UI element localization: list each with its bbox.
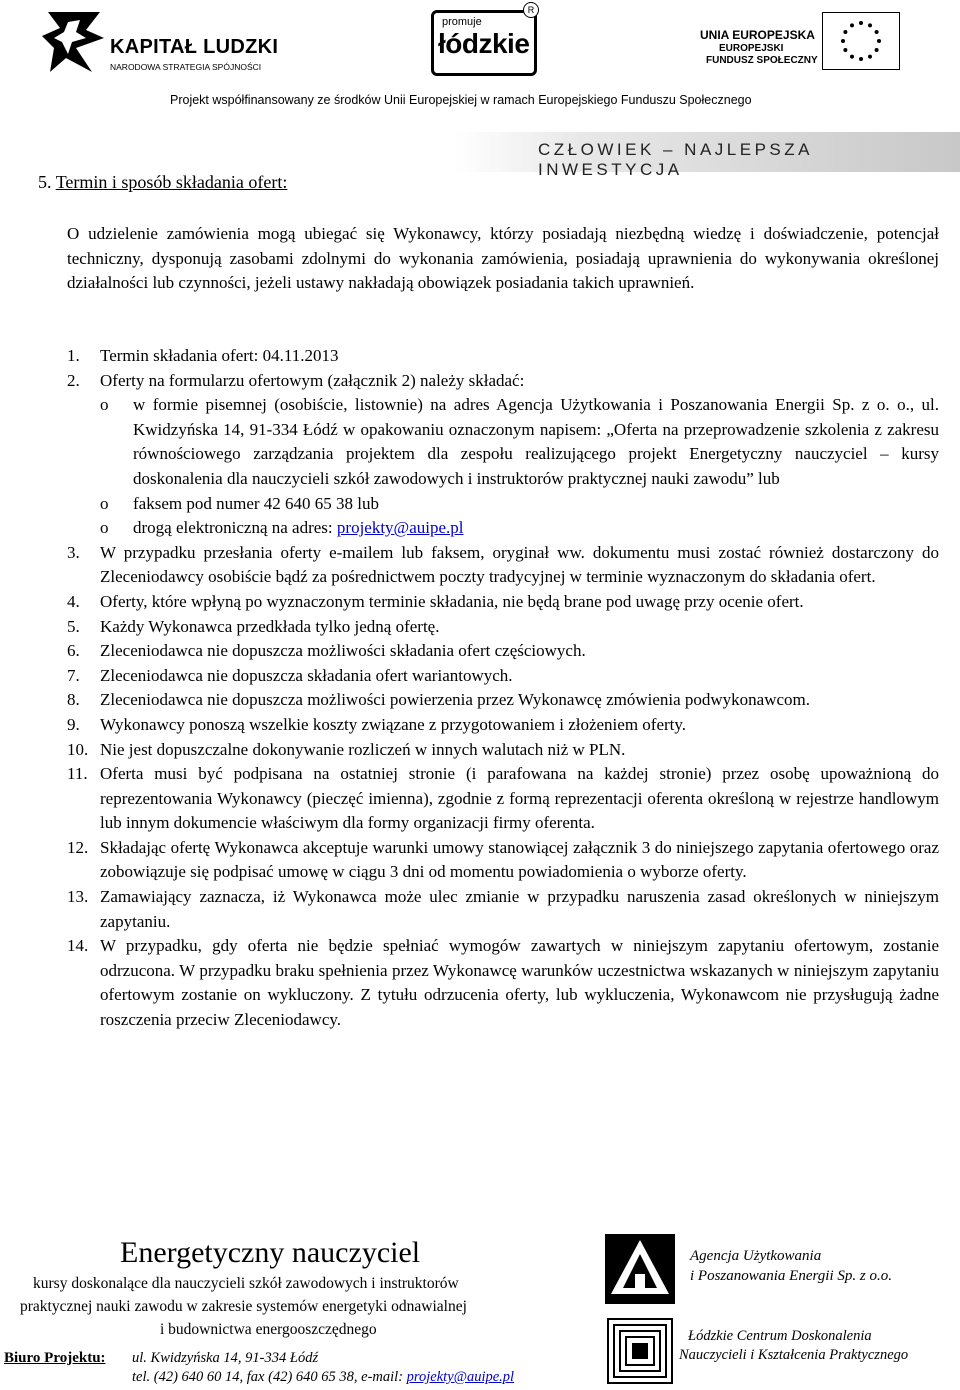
ue-line3: FUNDUSZ SPOŁECZNY bbox=[706, 55, 818, 66]
list-item bbox=[67, 664, 939, 689]
item-text: Oferta musi być podpisana na ostatniej stronie (i parafowana na każdej stronie) przez osobę upoważnioną do reprezentowania Wykonawcy (pieczęć imienna), zgodnie z formą reprezentacji oferenta określoną w rejestrze handlowym lub innym dokumencie właściwym dla formy organizacji firmy oferenta. bbox=[100, 764, 939, 833]
item-number: 12. bbox=[67, 837, 89, 857]
list-item bbox=[67, 590, 939, 615]
bullet-icon: o bbox=[100, 493, 109, 513]
list-item bbox=[67, 885, 939, 934]
item-number: 8. bbox=[67, 690, 80, 710]
sub-list-item bbox=[67, 393, 939, 491]
lodzkie-text: łódzkie bbox=[438, 28, 530, 59]
ue-line2: EUROPEJSKI bbox=[719, 43, 784, 54]
terms-list bbox=[67, 344, 939, 1033]
auipe-logo-icon bbox=[605, 1234, 675, 1304]
item-text: faksem pod numer 42 640 65 38 lub bbox=[133, 493, 379, 513]
item-text: Zleceniodawca nie dopuszcza możliwości składania ofert częściowych. bbox=[100, 641, 586, 661]
footer-contact bbox=[132, 1369, 514, 1386]
item-number: 11. bbox=[67, 764, 88, 784]
item-number: 2. bbox=[67, 370, 80, 390]
sub-list-item bbox=[67, 492, 939, 517]
page-header bbox=[0, 0, 960, 110]
section-title-text: Termin i sposób składania ofert: bbox=[55, 172, 288, 192]
section-number: 5. bbox=[38, 172, 52, 192]
item-text: W przypadku przesłania oferty e-mailem lub faksem, oryginał ww. dokumentu musi zostać również dostarczony do Zleceniodawcy osobiście bądź za pośrednictwem poczty tradycyjnej w terminie wyznaczonym do składania ofert. bbox=[100, 542, 939, 587]
center-name-line1: Łódzkie Centrum Doskonalenia bbox=[688, 1328, 872, 1344]
list-item bbox=[67, 344, 939, 369]
item-number: 10. bbox=[67, 739, 89, 759]
item-text: Oferty na formularzu ofertowym (załącznik 2) należy składać: bbox=[100, 370, 525, 390]
item-text: Zleceniodawca nie dopuszcza składania ofert wariantowych. bbox=[100, 665, 513, 685]
item-number: 6. bbox=[67, 641, 80, 661]
registered-mark-icon: R bbox=[523, 2, 539, 18]
list-item bbox=[67, 615, 939, 640]
item-number: 3. bbox=[67, 542, 80, 562]
agency-name-line1: Agencja Użytkowania bbox=[690, 1248, 822, 1264]
item-text: W przypadku, gdy oferta nie będzie spełniać wymogów zawartych w niniejszym zapytaniu ofertowym, zostanie odrzucona. W przypadku braku spełnienia przez Wykonawcę warunków uczestnictwa wskazanych w niniejszym zapytaniu ofertowym zostanie on wykluczony. Z tytułu odrzucenia oferty, lub wykluczenia, Wykonawcom nie przysługują żadne roszczenia przeciw Zleceniodawcy. bbox=[100, 936, 939, 1030]
item-text: Wykonawcy ponoszą wszelkie koszty związane z przygotowaniem i złożeniem oferty. bbox=[100, 714, 687, 734]
item-text: Zleceniodawca nie dopuszcza możliwości powierzenia przez Wykonawcę zmówienia podwykonawcom. bbox=[100, 690, 811, 710]
list-item bbox=[67, 738, 939, 763]
item-text: Oferty, które wpłyną po wyznaczonym terminie składania, nie będą brane pod uwagę przy ocenie ofert. bbox=[100, 591, 804, 611]
footer-project-title: Energetyczny nauczyciel bbox=[120, 1236, 421, 1269]
item-text: drogą elektroniczną na adres: bbox=[133, 518, 337, 538]
lcdnikp-logo-icon bbox=[607, 1318, 673, 1384]
item-number: 14. bbox=[67, 936, 89, 956]
footer-contact-text: tel. (42) 640 60 14, fax (42) 640 65 38, e-mail: bbox=[132, 1369, 407, 1385]
item-text: Składając ofertę Wykonawca akceptuje warunki umowy stanowiącej załącznik 3 do niniejszego zapytania ofertowego oraz zobowiązuje się podpisać umowę w ciągu 3 dni od momentu powiadomienia o wyborze oferty. bbox=[100, 837, 939, 882]
sub-list-item bbox=[67, 516, 939, 541]
email-link[interactable]: projekty@auipe.pl bbox=[336, 518, 464, 538]
list-item bbox=[67, 688, 939, 713]
slogan-text: CZŁOWIEK – NAJLEPSZA INWESTYCJA bbox=[538, 140, 813, 179]
list-item bbox=[67, 541, 939, 590]
kapital-ludzki-title: KAPITAŁ LUDZKI bbox=[110, 36, 279, 58]
kapital-ludzki-logo-icon bbox=[40, 8, 108, 76]
item-number: 7. bbox=[67, 665, 80, 685]
item-number: 5. bbox=[67, 616, 80, 636]
eu-flag-icon bbox=[822, 12, 900, 70]
footer-email-link[interactable]: projekty@auipe.pl bbox=[406, 1369, 515, 1385]
ue-line1: UNIA EUROPEJSKA bbox=[700, 28, 815, 42]
bullet-icon: o bbox=[100, 395, 109, 415]
footer-address: ul. Kwidzyńska 14, 91-334 Łódź bbox=[132, 1350, 319, 1366]
item-text: Nie jest dopuszczalne dokonywanie rozliczeń w innych walutach niż w PLN. bbox=[100, 739, 626, 759]
intro-paragraph: O udzielenie zamówienia mogą ubiegać się Wykonawcy, którzy posiadają niezbędną wiedzę i doświadczenie, potencjał techniczny, dysponują zasobami zdolnymi do wykonania zamówienia, posiadają uprawnienia do wykonywania określonej działalności lub czynności, jeżeli ustawy nakładają obowiązek posiadania takich uprawnień. bbox=[67, 224, 939, 293]
list-item bbox=[67, 762, 939, 836]
footer-line3: i budownictwa energooszczędnego bbox=[160, 1321, 377, 1338]
kapital-ludzki-subtitle: NARODOWA STRATEGIA SPÓJNOŚCI bbox=[110, 62, 262, 72]
footer-biuro-label: Biuro Projektu: bbox=[4, 1350, 106, 1366]
item-text: Każdy Wykonawca przedkłada tylko jedną ofertę. bbox=[100, 616, 440, 636]
bullet-icon: o bbox=[100, 518, 109, 538]
list-item bbox=[67, 369, 939, 394]
item-text: Termin składania ofert: 04.11.2013 bbox=[100, 346, 339, 365]
item-number: 13. bbox=[67, 887, 89, 907]
item-text: Zamawiający zaznacza, iż Wykonawca może ulec zmianie w przypadku naruszenia zasad określonych w niniejszym zapytaniu. bbox=[100, 887, 939, 931]
section-title bbox=[38, 172, 287, 193]
list-item bbox=[67, 836, 939, 885]
cofinance-note: Projekt współfinansowany ze środków Unii Europejskiej w ramach Europejskiego Funduszu Społecznego bbox=[170, 93, 752, 107]
footer-line1: kursy doskonalące dla nauczycieli szkół zawodowych i instruktorów bbox=[33, 1275, 459, 1292]
list-item bbox=[67, 639, 939, 664]
item-number: 4. bbox=[67, 591, 80, 611]
item-text: w formie pisemnej (osobiście, listownie) na adres Agencja Użytkowania i Poszanowania Energii Sp. z o. o., ul. Kwidzyńska 14, 91-334 Łódź w opakowaniu oznaczonym napisem: „Oferta na przeprowadzenie szkolenia z zakresu równościowego zarządzania projektem dla zespołu realizującego projekt Energetyczny nauczyciel – kursy doskonalenia dla nauczycieli szkół zawodowych i instruktorów praktycznej nauki zawodu” lub bbox=[133, 395, 939, 488]
footer-line2: praktycznej nauki zawodu w zakresie systemów energetyki odnawialnej bbox=[20, 1298, 467, 1315]
promuje-text: promuje bbox=[442, 16, 482, 28]
item-number: 1. bbox=[67, 346, 80, 365]
list-item bbox=[67, 934, 939, 1032]
list-item bbox=[67, 713, 939, 738]
center-name-line2: Nauczycieli i Kształcenia Praktycznego bbox=[679, 1347, 909, 1363]
item-number: 9. bbox=[67, 714, 80, 734]
agency-name-line2: i Poszanowania Energii Sp. z o.o. bbox=[690, 1268, 892, 1284]
